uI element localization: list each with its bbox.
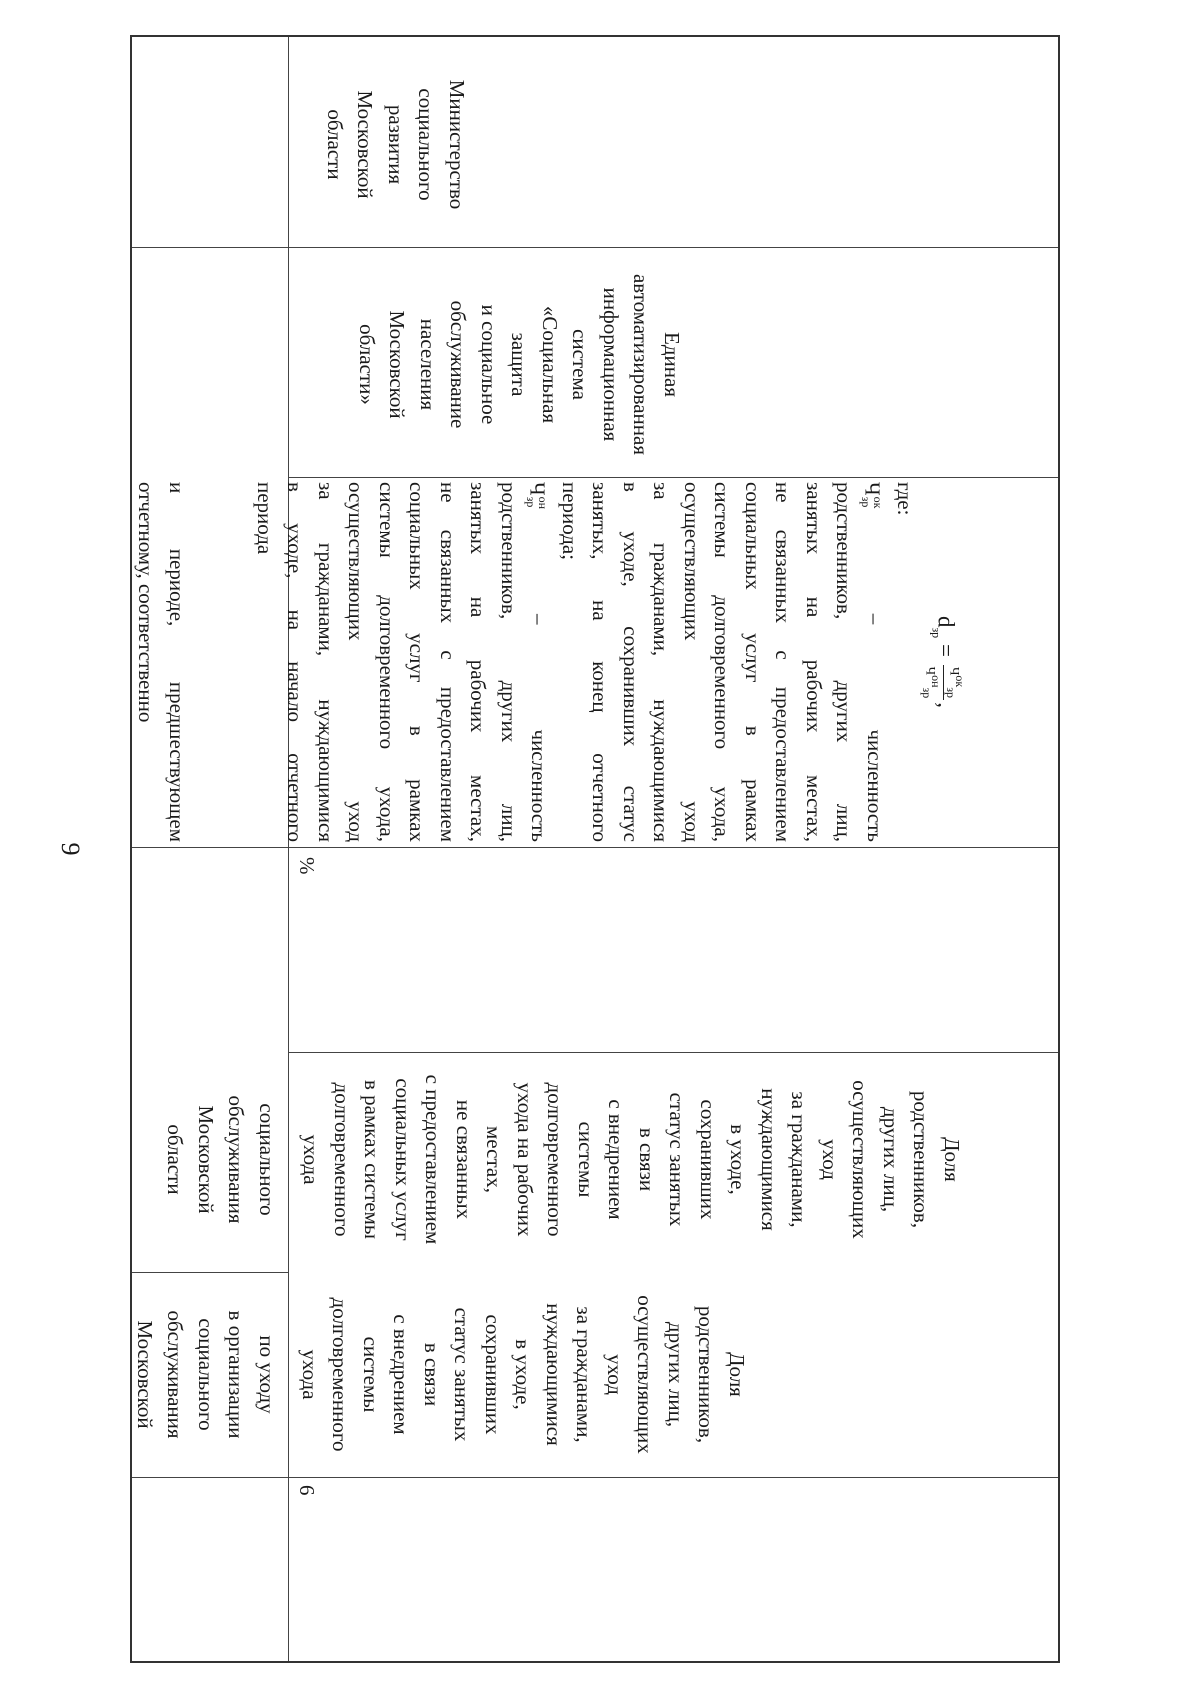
cell-row-number: 6 (295, 1485, 319, 1496)
cell-indicator-name: Доля родственников, других лиц, осуществляющих уход за гражданами, нуждающимися в уходе, сохранивших статус занятых в связи с внедрением системы долговременного ухода (298, 1295, 749, 1454)
indicator-table (130, 35, 1060, 1663)
row-divider (288, 37, 289, 1661)
formula-equation: $d_{зр}$ = $Ч^{ок}_{зр}$ $Ч^{он}_{зр}$ , (920, 615, 967, 709)
cell-formula: $d_{зр}$ = $Ч^{ок}_{зр}$ $Ч^{он}_{зр}$ , где: Ч ок зр – численность родственников, других лиц, занятых на рабочих местах, не связанных с предоставлением социальных услуг в рамках системы долговременного ухода, осуществляющих уход за гражданами, нуждающимися в уходе, сохранивших статус занятых, на конец отчетного периода; Ч он зр – численность родственников, других лиц, занятых на рабочих местах, не связанных с предоставлением социальных услуг в рамках системы долговременного ухода, осуществляющих уход за гражданами, нуждающимися в уходе, на начало отчетного периода (252, 482, 967, 843)
symbol-ch-on: Ч он зр (523, 482, 550, 510)
column-divider (132, 1477, 288, 1478)
column-divider (132, 847, 288, 848)
column-divider (288, 1052, 1058, 1053)
column-divider (132, 247, 288, 248)
column-divider (288, 477, 1058, 478)
cell-data-source: Единая автоматизированная информационная система «Социальная защита и социальное обслуживание населения Московской области» (355, 273, 684, 455)
cell-indicator-name-continued: по уходу в организации социального обслуживания Московской (133, 1310, 279, 1439)
cell-responsible-body: Министерство социального развития Московской области (323, 79, 469, 210)
column-divider (132, 1272, 288, 1273)
cell-indicator-description-continued: социального обслуживания Московской области (163, 1095, 279, 1224)
column-divider (288, 1477, 1058, 1478)
cell-formula-continued: и периоде, предшествующем отчетному, соответственно (134, 482, 189, 842)
column-divider (288, 847, 1058, 848)
symbol-ch-ok: Ч ок зр (859, 482, 886, 509)
column-divider (288, 247, 1058, 248)
cell-unit: % (295, 857, 319, 875)
cell-indicator-description: Доля родственников, других лиц, осуществляющих уход за гражданами, нуждающимися в уходе, сохранивших статус занятых в связи с внедрением системы долговременного ухода на рабочих местах, не связанных с предоставлением социальных услуг в рамках системы долговременного ухода (299, 1074, 964, 1245)
page-number: 9 (56, 842, 85, 856)
